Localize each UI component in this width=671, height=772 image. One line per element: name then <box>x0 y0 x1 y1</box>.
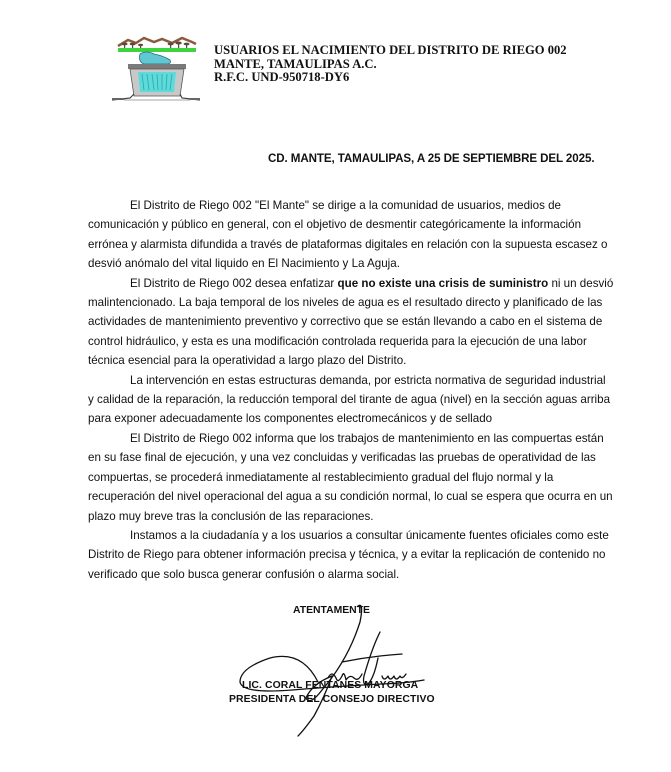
paragraph-line: El Distrito de Riego 002 "El Mante" se dirige a la comunidad de usuarios, medios de <box>130 199 561 212</box>
paragraph-line: Distrito de Riego para obtener información precisa y técnica, y a evitar la replicación de contenido no <box>88 548 606 562</box>
paragraph-line: comunicación y público en general, con el objetivo de desmentir categóricamente la información <box>88 218 582 232</box>
text-run: ni un desvió <box>548 276 614 290</box>
paragraph <box>88 274 614 371</box>
paragraph-line: plazo muy breve tras la conclusión de las reparaciones. <box>88 509 374 523</box>
paragraph <box>88 196 608 274</box>
paragraph-line: compuertas, se procederá inmediatamente al restablecimiento gradual del flujo normal y la <box>88 470 554 484</box>
paragraph-line: control hidráulico, y esta es una modificación controlada requerida para la ejecución de una labor <box>88 334 587 348</box>
paragraph <box>88 371 611 429</box>
paragraph-line: malintencionado. La baja temporal de los niveles de agua es el resultado directo y planificado de las <box>88 296 603 310</box>
paragraph-line: El Distrito de Riego 002 informa que los trabajos de mantenimiento en las compuertas están <box>130 431 604 445</box>
text-run: El Distrito de Riego 002 desea enfatizar <box>130 276 338 290</box>
handwritten-signature-icon <box>232 598 432 740</box>
org-rfc: R.F.C. UND-950718-DY6 <box>214 70 350 84</box>
organization-header <box>214 44 567 85</box>
paragraph-line: La intervención en estas estructuras demanda, por estricta normativa de seguridad industrial <box>130 373 606 387</box>
paragraph <box>88 429 613 526</box>
paragraph-line: errónea y alarmista difundida a través de plataformas digitales en relación con la supuesta escasez o <box>88 237 608 251</box>
paragraph <box>88 526 609 584</box>
paragraph-line: para exponer adecuadamente los componentes electromecánicos y de sellado <box>88 412 493 426</box>
letter-body <box>88 196 614 584</box>
paragraph-line: y calidad de la reparación, la reducción temporal del tirante de agua (nivel) en la sección aguas arriba <box>88 393 611 407</box>
signer-title: PRESIDENTA DEL CONSEJO DIRECTIVO <box>229 694 435 705</box>
irrigation-district-logo-icon <box>110 30 202 106</box>
closing-salutation: ATENTAMENTE <box>293 605 370 616</box>
paragraph-line: recuperación del nivel operacional del agua a su condición normal, lo cual se espera que ocurra en un <box>88 490 613 504</box>
paragraph-line: actividades de mantenimiento preventivo y correctivo que se están llevando a cabo en el sistema de <box>88 315 603 329</box>
org-name: USUARIOS EL NACIMIENTO DEL DISTRITO DE RIEGO 002 <box>214 43 567 57</box>
dateline: CD. MANTE, TAMAULIPAS, A 25 DE SEPTIEMBRE DEL 2025. <box>268 152 595 165</box>
paragraph-line: técnica esencial para la operatividad a largo plazo del Distrito. <box>88 354 407 368</box>
emphasis-text: que no existe una crisis de suministro <box>337 276 549 290</box>
signer-name: LIC. CORAL FENTANES MAYORGA <box>242 680 419 691</box>
paragraph-line: Instamos a la ciudadanía y a los usuarios a consultar únicamente fuentes oficiales como este <box>130 528 609 542</box>
org-location: MANTE, TAMAULIPAS A.C. <box>214 56 377 71</box>
paragraph-line <box>88 274 614 293</box>
paragraph-line: verificado que solo busca generar confusión o alarma social. <box>88 567 400 581</box>
paragraph-line: en su fase final de ejecución, y una vez concluidas y verificadas las pruebas de operatividad de las <box>88 451 596 465</box>
paragraph-line: desvió anómalo del vital liquido en El Nacimiento y La Aguja. <box>88 257 400 271</box>
